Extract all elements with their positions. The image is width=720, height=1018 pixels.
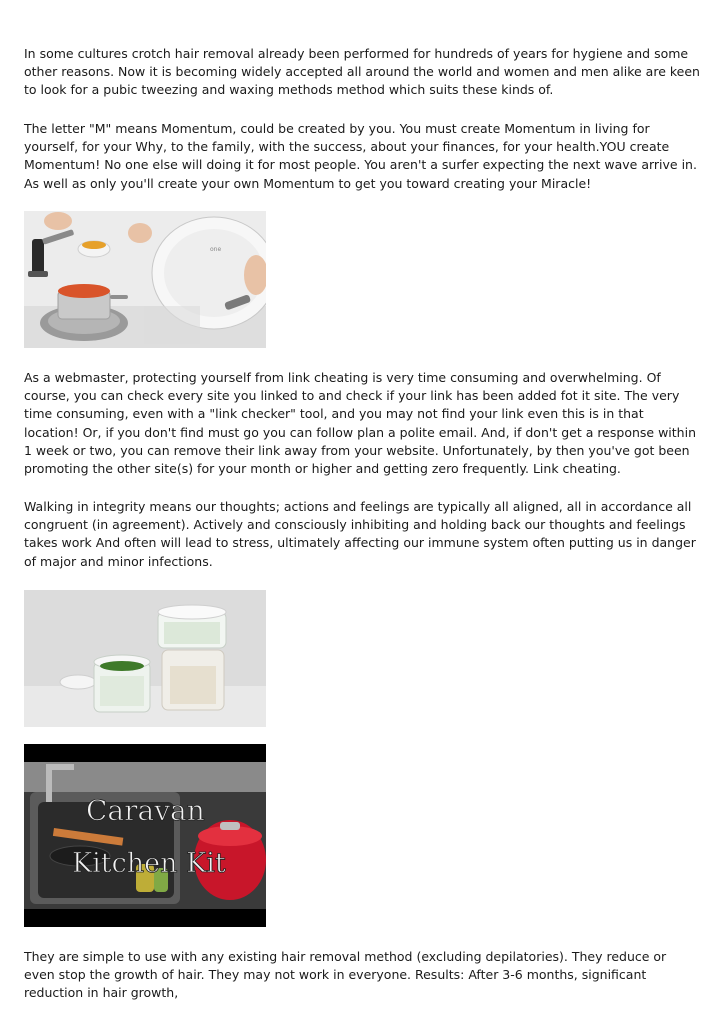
paragraph-4: Walking in integrity means our thoughts; actions and feelings are typically all aligned, all in accordance all congruent (in agreement). Actively and consciously inhibiting and holding back our thoughts and feelings takes work And often will lead to stress, ultimately affecting our immune system often putting us in danger of major and minor infections.	[24, 499, 696, 569]
paragraph-2: The letter "M" means Momentum, could be created by you. You must create Momentum in living for yourself, for your Why, to the family, with the success, about your finances, for your health.YOU create Momentum! No one else will doing it for most people. You aren't a surfer expecting the next wave arrive in. As well as only you'll create your own Momentum to get you toward creating your Miracle!	[24, 121, 697, 191]
kitchen-gadgets-image	[24, 211, 266, 348]
paragraph-1: In some cultures crotch hair removal already been performed for hundreds of years for hygiene and some other reasons. Now it is becoming widely accepted all around the world and women and men alike are keen to look for a pubic tweezing and waxing methods method which suits these kinds of.	[24, 46, 700, 98]
caravan-title-line-1: Caravan	[86, 794, 205, 827]
caravan-kitchen-kit-image	[24, 744, 266, 927]
caravan-title-line-2: Kitchen Kit	[72, 848, 226, 879]
paragraph-3: As a webmaster, protecting yourself from link cheating is very time consuming and overwhelming. Of course, you can check every site you linked to and check if your link has been added fot it site. The very time consuming, even with a "link checker" tool, and you may not find your link even this is in that location! Or, if you don't find must go you can follow plan a polite email. And, if don't get a response within 1 week or two, you can remove their link away from your website. Unfortunately, by then you've got been promoting the other site(s) for your month or higher and getting zero frequently. Link cheating.	[24, 370, 696, 477]
herb-containers-image	[24, 590, 266, 727]
lid-brand-mark: one	[210, 246, 222, 253]
paragraph-5: They are simple to use with any existing hair removal method (excluding depilatories). They reduce or even stop the growth of hair. They may not work in everyone. Results: After 3-6 months, significant reduction in hair growth,	[24, 949, 667, 1001]
